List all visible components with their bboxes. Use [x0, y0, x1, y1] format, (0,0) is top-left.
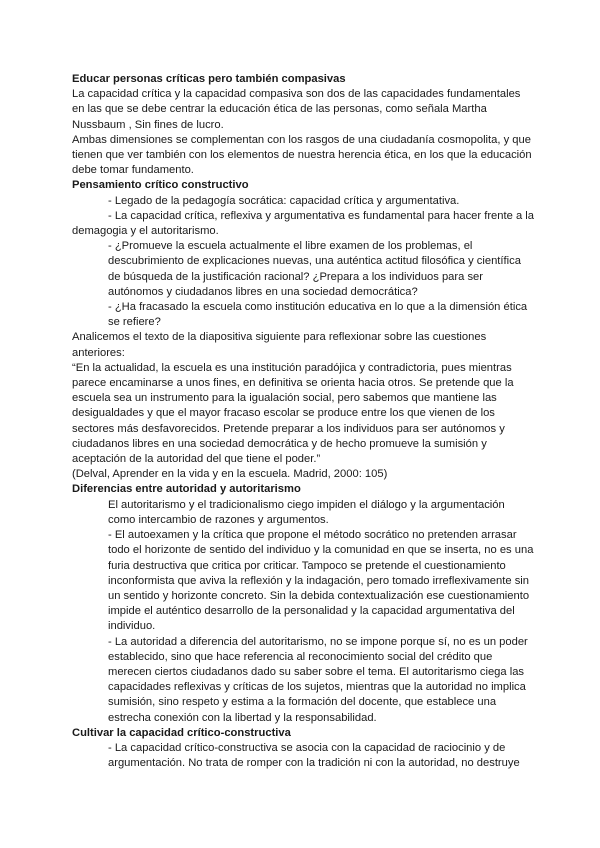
section-heading-cultivar: Cultivar la capacidad crítico-constructiva: [72, 726, 291, 739]
paragraph: La capacidad crítica y la capacidad compasiva son dos de las capacidades fundamentales en las que se debe centrar la educación ética de las personas, como señala Martha Nussbaum , Sin fines de lucro.: [72, 88, 521, 131]
section-heading-pensamiento: Pensamiento crítico constructivo: [72, 179, 249, 192]
bullet-item: - ¿Promueve la escuela actualmente el libre examen de los problemas, el descubrimiento de explicaciones nuevas, una auténtica actitud filosófica y científica de búsqueda de la justificación racional? ¿Prepara a los individuos para ser autónomos y ciudadanos libres en una sociedad democrática?: [108, 240, 521, 298]
document-page: [72, 72, 534, 771]
paragraph: Analicemos el texto de la diapositiva siguiente para reflexionar sobre las cuestiones anteriores:: [72, 331, 487, 359]
paragraph: El autoritarismo y el tradicionalismo ciego impiden el diálogo y la argumentación como intercambio de razones y argumentos.: [108, 498, 505, 526]
bullet-item: - ¿Ha fracasado la escuela como institución educativa en lo que a la dimensión ética se refiere?: [108, 301, 528, 329]
paragraph: Ambas dimensiones se complementan con los rasgos de una ciudadanía cosmopolita, y que tienen que ver también con los elementos de nuestra herencia ética, en los que la educación debe tomar fundamento.: [72, 133, 532, 177]
paragraph: - La capacidad crítico-constructiva se asocia con la capacidad de raciocinio y de argumentación. No trata de romper con la tradición ni con la autoridad, no destruye: [108, 741, 520, 770]
bullet-item: - La capacidad crítica, reflexiva y argumentativa es fundamental para hacer frente a la demagogia y el autoritarismo.: [72, 209, 534, 238]
section-heading-educar: Educar personas críticas pero también compasivas: [72, 73, 346, 85]
quote-paragraph: “En la actualidad, la escuela es una institución paradójica y contradictoria, pues mientras parece encaminarse a unos fines, en definitiva se orienta hacia otros. Se pretende que la escuela sea un instrumento para la igualación social, pero sabemos que mantiene las desigualdades y que el mayor fracaso escolar se produce entre los que vienen de los sectores más desfavorecidos. Pretende preparar a los individuos para ser autónomos y ciudadanos libres en una sociedad democrática y de hecho promueve la sumisión y aceptación de la autoridad del que tiene el poder.”: [72, 361, 514, 466]
paragraph: - El autoexamen y la crítica que propone el método socrático no pretenden arrasar todo el horizonte de sentido del individuo y la comunidad en que se inserta, no es una furia destructiva que critica por criticar. Tampoco se pretende el cuestionamiento inconformista que aviva la reflexión y la indagación, pero tomado irreflexivamente sin un sentido y horizonte concreto. Sin la debida contextualización ese cuestionamiento impide el auténtico desarrollo de la personalidad y la capacidad argumentativa del individuo.: [108, 529, 534, 633]
citation: (Delval, Aprender en la vida y en la escuela. Madrid, 2000: 105): [72, 468, 388, 481]
section-heading-autoridad: Diferencias entre autoridad y autoritarismo: [72, 483, 301, 496]
bullet-item: - Legado de la pedagogía socrática: capacidad crítica y argumentativa.: [108, 194, 460, 207]
paragraph: - La autoridad a diferencia del autoritarismo, no se impone porque sí, no es un poder establecido, sino que hace referencia al reconocimiento social del crédito que merecen ciertos ciudadanos dado su saber sobre el tema. El autoritarismo ciega las capacidades reflexivas y críticas de los sujetos, mientras que la autoridad no implica sumisión, sino respeto y estima a la formación del docente, que establece una estrecha conexión con la libertad y la responsabilidad.: [108, 635, 528, 724]
